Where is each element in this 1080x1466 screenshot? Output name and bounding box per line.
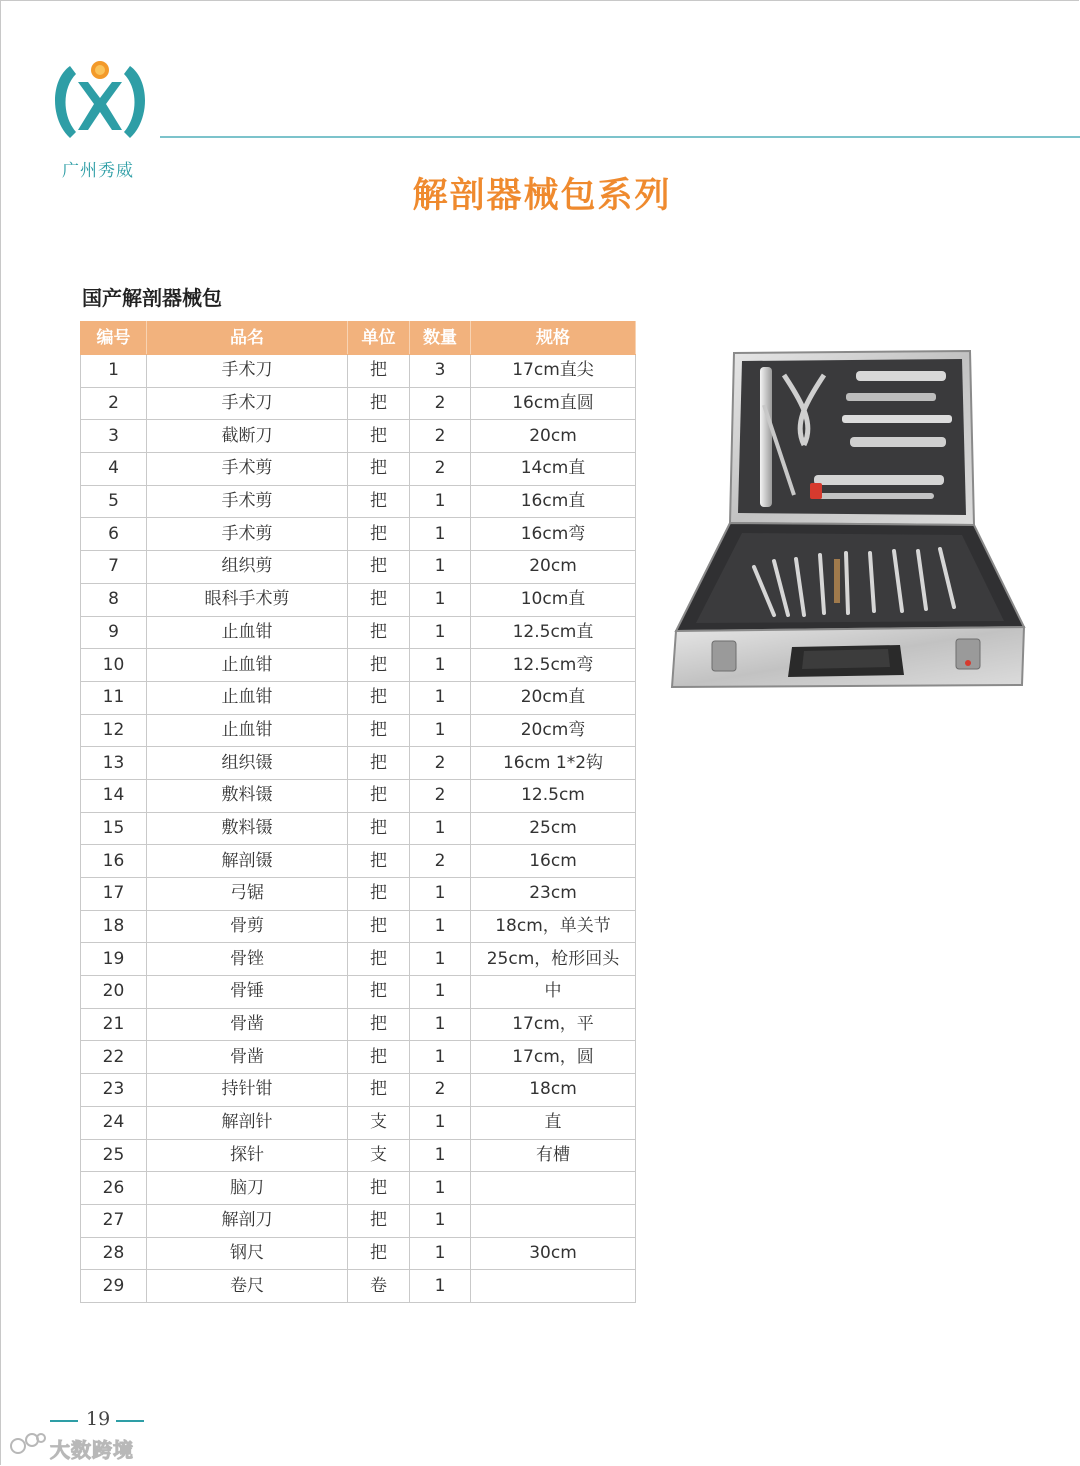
- page-number: 19: [86, 1408, 111, 1430]
- cell-quantity: 1: [410, 583, 471, 616]
- cell-spec: 有槽: [471, 1139, 636, 1172]
- cell-number: 26: [81, 1172, 147, 1205]
- cell-unit: 把: [348, 453, 410, 486]
- cell-quantity: 1: [410, 878, 471, 911]
- table-row: [81, 714, 636, 747]
- cell-number: 16: [81, 845, 147, 878]
- cell-spec: 16cm直: [471, 485, 636, 518]
- cell-spec: 直: [471, 1106, 636, 1139]
- cell-number: 12: [81, 714, 147, 747]
- cell-spec: 23cm: [471, 878, 636, 911]
- cell-quantity: 1: [410, 551, 471, 584]
- table-row: [81, 485, 636, 518]
- cell-unit: 把: [348, 387, 410, 420]
- cell-number: 11: [81, 681, 147, 714]
- cell-quantity: 2: [410, 1074, 471, 1107]
- cell-unit: 把: [348, 616, 410, 649]
- table-row: [81, 616, 636, 649]
- cell-unit: 把: [348, 355, 410, 388]
- header-divider: [160, 136, 1080, 138]
- cell-name: 手术剪: [147, 518, 348, 551]
- cell-name: 敷料镊: [147, 812, 348, 845]
- cell-number: 2: [81, 387, 147, 420]
- cell-name: 持针钳: [147, 1074, 348, 1107]
- table-row: [81, 681, 636, 714]
- cell-quantity: 1: [410, 485, 471, 518]
- cell-number: 27: [81, 1204, 147, 1237]
- cell-number: 19: [81, 943, 147, 976]
- cell-unit: 把: [348, 1237, 410, 1270]
- cell-number: 22: [81, 1041, 147, 1074]
- watermark: [8, 1430, 158, 1460]
- cell-unit: 把: [348, 714, 410, 747]
- cell-unit: 把: [348, 485, 410, 518]
- cell-spec: [471, 1204, 636, 1237]
- cell-name: 敷料镊: [147, 779, 348, 812]
- table-body: [81, 355, 636, 1303]
- cell-name: 手术刀: [147, 387, 348, 420]
- cell-number: 20: [81, 976, 147, 1009]
- cell-quantity: 1: [410, 714, 471, 747]
- table-row: [81, 747, 636, 780]
- cell-spec: 17cm直尖: [471, 355, 636, 388]
- cell-name: 骨凿: [147, 1041, 348, 1074]
- cell-unit: 把: [348, 420, 410, 453]
- cell-number: 29: [81, 1270, 147, 1303]
- page-title-text: 解剖器械包系列: [412, 176, 672, 216]
- cell-spec: 20cm直: [471, 681, 636, 714]
- cell-name: 卷尺: [147, 1270, 348, 1303]
- cell-unit: 把: [348, 1041, 410, 1074]
- cell-unit: 支: [348, 1106, 410, 1139]
- cell-name: 止血钳: [147, 649, 348, 682]
- brand-logo-icon: [48, 52, 158, 152]
- header-spec: 规格: [471, 322, 636, 355]
- cell-unit: 把: [348, 1172, 410, 1205]
- cell-spec: 14cm直: [471, 453, 636, 486]
- table-row: [81, 453, 636, 486]
- cell-number: 21: [81, 1008, 147, 1041]
- cell-number: 1: [81, 355, 147, 388]
- cell-number: 4: [81, 453, 147, 486]
- cell-number: 5: [81, 485, 147, 518]
- cell-spec: 25cm: [471, 812, 636, 845]
- cell-quantity: 1: [410, 518, 471, 551]
- cell-name: 骨锉: [147, 943, 348, 976]
- table-row: [81, 1172, 636, 1205]
- cell-spec: [471, 1172, 636, 1205]
- cell-unit: 把: [348, 1008, 410, 1041]
- cell-number: 23: [81, 1074, 147, 1107]
- table-row: [81, 1270, 636, 1303]
- cell-spec: [471, 1270, 636, 1303]
- cell-name: 眼科手术剪: [147, 583, 348, 616]
- cell-quantity: 3: [410, 355, 471, 388]
- cell-name: 截断刀: [147, 420, 348, 453]
- cell-spec: 30cm: [471, 1237, 636, 1270]
- table-row: [81, 583, 636, 616]
- table-row: [81, 1204, 636, 1237]
- footer-dash-left: [50, 1420, 78, 1422]
- cell-unit: 把: [348, 976, 410, 1009]
- cell-number: 15: [81, 812, 147, 845]
- table-row: [81, 845, 636, 878]
- cell-quantity: 1: [410, 1106, 471, 1139]
- cell-name: 骨剪: [147, 910, 348, 943]
- cell-number: 7: [81, 551, 147, 584]
- cell-unit: 把: [348, 583, 410, 616]
- cell-unit: 把: [348, 747, 410, 780]
- cell-name: 弓锯: [147, 878, 348, 911]
- cell-unit: 把: [348, 878, 410, 911]
- header-unit: 单位: [348, 322, 410, 355]
- brand-name: 广州秀威: [62, 161, 134, 181]
- cell-quantity: 1: [410, 1237, 471, 1270]
- cell-spec: 25cm，枪形回头: [471, 943, 636, 976]
- cell-name: 止血钳: [147, 616, 348, 649]
- cell-number: 6: [81, 518, 147, 551]
- cell-spec: 12.5cm: [471, 779, 636, 812]
- table-row: [81, 1074, 636, 1107]
- cell-name: 止血钳: [147, 714, 348, 747]
- cell-quantity: 1: [410, 616, 471, 649]
- cell-spec: 16cm: [471, 845, 636, 878]
- cell-unit: 把: [348, 518, 410, 551]
- table-row: [81, 1008, 636, 1041]
- cell-quantity: 2: [410, 779, 471, 812]
- cell-name: 组织镊: [147, 747, 348, 780]
- cell-quantity: 2: [410, 453, 471, 486]
- section-title: 国产解剖器械包: [82, 286, 222, 310]
- cell-number: 24: [81, 1106, 147, 1139]
- dissection-kit-case-image: [664, 345, 1032, 690]
- table-row: [81, 779, 636, 812]
- table-row: [81, 943, 636, 976]
- header-number: 编号: [81, 322, 147, 355]
- cell-quantity: 1: [410, 1204, 471, 1237]
- cell-name: 止血钳: [147, 681, 348, 714]
- cell-name: 解剖镊: [147, 845, 348, 878]
- cell-quantity: 1: [410, 1270, 471, 1303]
- cell-unit: 卷: [348, 1270, 410, 1303]
- table-row: [81, 878, 636, 911]
- table-row: [81, 518, 636, 551]
- brand-logo: [48, 52, 158, 182]
- cell-unit: 把: [348, 649, 410, 682]
- cell-number: 8: [81, 583, 147, 616]
- cell-spec: 20cm: [471, 551, 636, 584]
- cell-unit: 把: [348, 779, 410, 812]
- cell-unit: 把: [348, 1074, 410, 1107]
- cell-number: 14: [81, 779, 147, 812]
- cell-name: 骨锤: [147, 976, 348, 1009]
- page-title: [0, 168, 1080, 218]
- footer-dash-right: [116, 1420, 144, 1422]
- cell-name: 脑刀: [147, 1172, 348, 1205]
- cell-unit: 把: [348, 551, 410, 584]
- cell-quantity: 1: [410, 943, 471, 976]
- watermark-text: 大数跨境: [50, 1438, 134, 1462]
- table-row: [81, 976, 636, 1009]
- table-header-row: [81, 322, 636, 355]
- cell-number: 18: [81, 910, 147, 943]
- cell-quantity: 1: [410, 1008, 471, 1041]
- cell-spec: 12.5cm弯: [471, 649, 636, 682]
- cell-quantity: 1: [410, 976, 471, 1009]
- cell-name: 手术剪: [147, 485, 348, 518]
- instrument-table: [80, 321, 636, 1303]
- table-row: [81, 1106, 636, 1139]
- cell-quantity: 2: [410, 747, 471, 780]
- cell-spec: 17cm，平: [471, 1008, 636, 1041]
- cell-spec: 10cm直: [471, 583, 636, 616]
- table-row: [81, 812, 636, 845]
- cell-spec: 16cm直圆: [471, 387, 636, 420]
- table-row: [81, 1237, 636, 1270]
- cell-number: 17: [81, 878, 147, 911]
- cell-unit: 把: [348, 812, 410, 845]
- cell-name: 钢尺: [147, 1237, 348, 1270]
- cell-quantity: 2: [410, 420, 471, 453]
- cell-quantity: 1: [410, 1139, 471, 1172]
- cell-name: 探针: [147, 1139, 348, 1172]
- cell-quantity: 1: [410, 1041, 471, 1074]
- cell-number: 3: [81, 420, 147, 453]
- cell-number: 28: [81, 1237, 147, 1270]
- cell-unit: 把: [348, 943, 410, 976]
- cell-quantity: 1: [410, 649, 471, 682]
- cell-unit: 支: [348, 1139, 410, 1172]
- cell-quantity: 2: [410, 387, 471, 420]
- table-row: [81, 355, 636, 388]
- cell-unit: 把: [348, 845, 410, 878]
- cell-unit: 把: [348, 1204, 410, 1237]
- cell-spec: 12.5cm直: [471, 616, 636, 649]
- table-row: [81, 551, 636, 584]
- cell-unit: 把: [348, 910, 410, 943]
- table-row: [81, 910, 636, 943]
- cell-name: 组织剪: [147, 551, 348, 584]
- cell-name: 手术刀: [147, 355, 348, 388]
- cell-number: 9: [81, 616, 147, 649]
- cell-name: 解剖针: [147, 1106, 348, 1139]
- table-row: [81, 387, 636, 420]
- cell-spec: 中: [471, 976, 636, 1009]
- cell-spec: 16cm 1*2钩: [471, 747, 636, 780]
- cell-name: 解剖刀: [147, 1204, 348, 1237]
- cell-number: 13: [81, 747, 147, 780]
- cell-name: 骨凿: [147, 1008, 348, 1041]
- cell-spec: 18cm: [471, 1074, 636, 1107]
- cell-number: 25: [81, 1139, 147, 1172]
- cell-name: 手术剪: [147, 453, 348, 486]
- cell-quantity: 1: [410, 681, 471, 714]
- watermark-logo-icon: [8, 1430, 48, 1458]
- cell-spec: 16cm弯: [471, 518, 636, 551]
- header-quantity: 数量: [410, 322, 471, 355]
- table-row: [81, 1139, 636, 1172]
- table-row: [81, 1041, 636, 1074]
- cell-spec: 17cm，圆: [471, 1041, 636, 1074]
- cell-spec: 18cm，单关节: [471, 910, 636, 943]
- cell-quantity: 1: [410, 812, 471, 845]
- cell-number: 10: [81, 649, 147, 682]
- cell-quantity: 1: [410, 910, 471, 943]
- cell-spec: 20cm弯: [471, 714, 636, 747]
- cell-spec: 20cm: [471, 420, 636, 453]
- cell-unit: 把: [348, 681, 410, 714]
- cell-quantity: 1: [410, 1172, 471, 1205]
- table-row: [81, 420, 636, 453]
- header-name: 品名: [147, 322, 348, 355]
- cell-quantity: 2: [410, 845, 471, 878]
- table-row: [81, 649, 636, 682]
